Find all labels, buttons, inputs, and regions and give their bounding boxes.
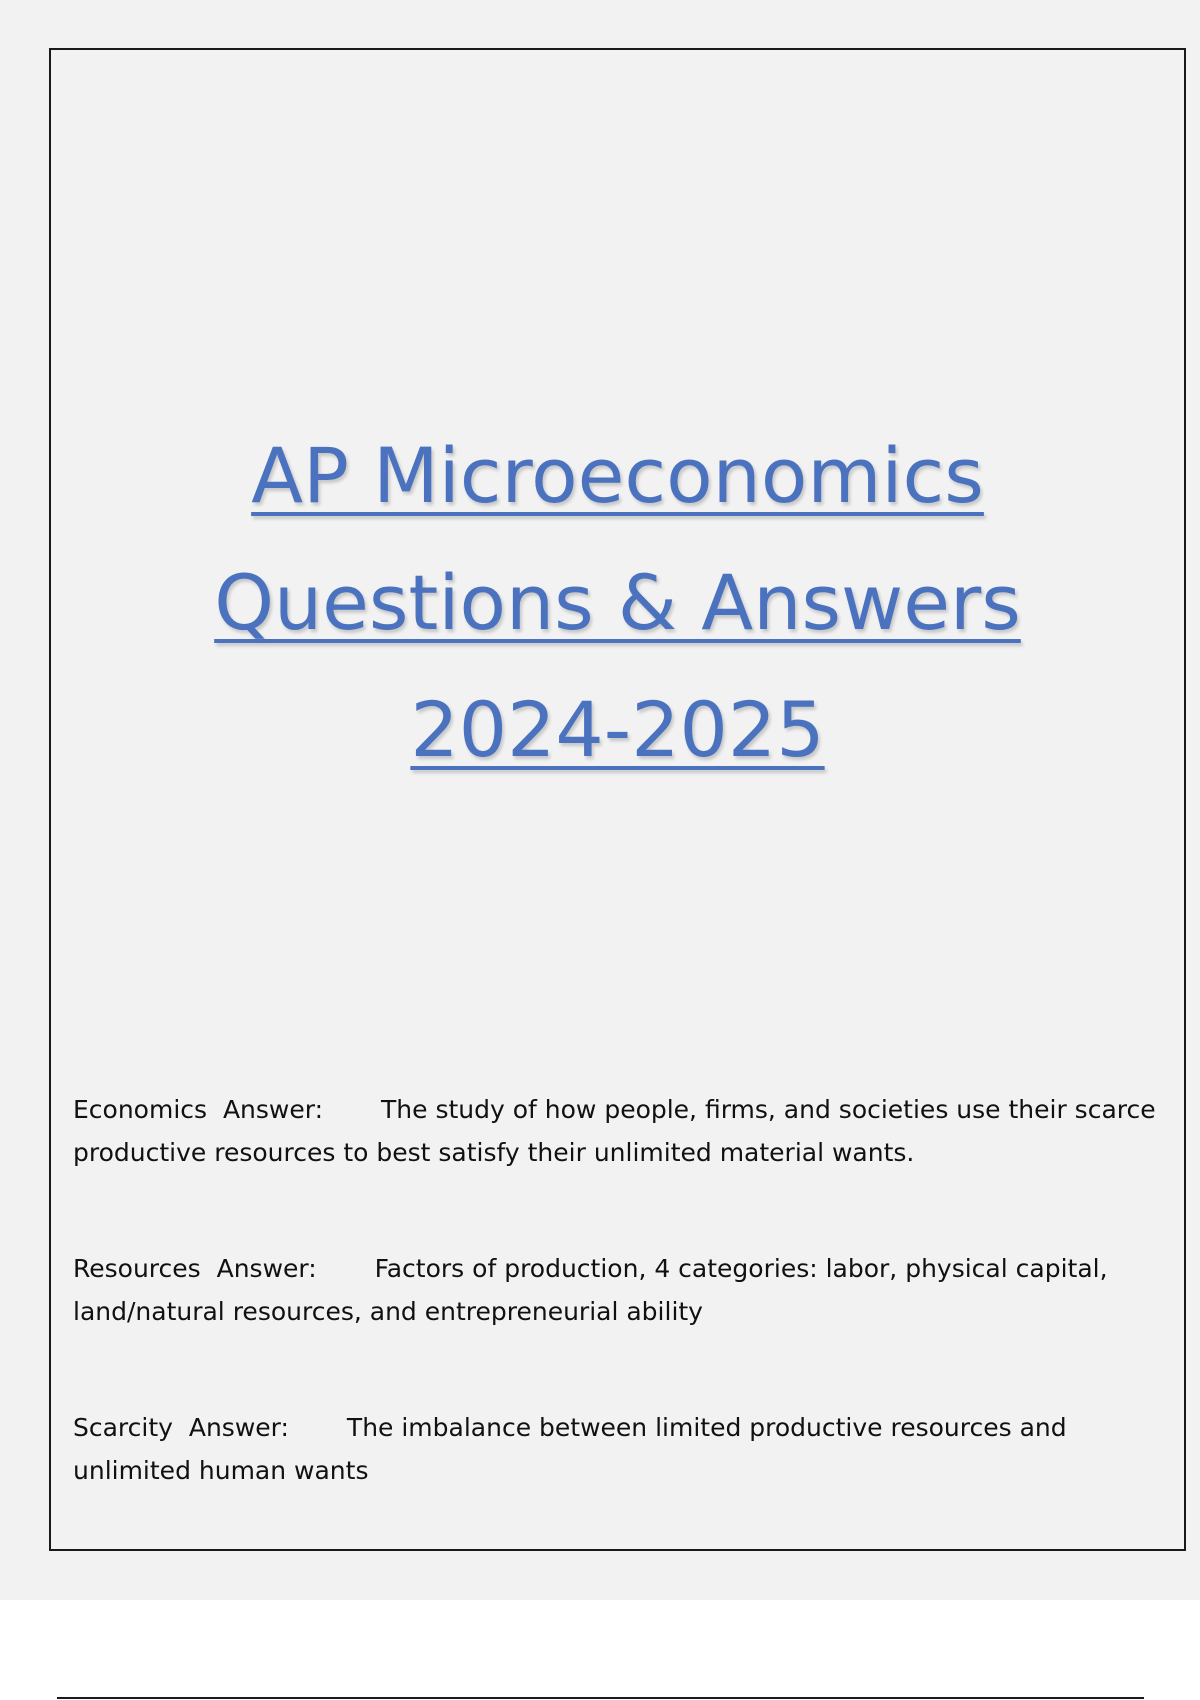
qa-item-scarcity [73,1406,1162,1492]
qa-list [73,1088,1162,1565]
qa-term: Resources [73,1254,201,1283]
qa-item-resources [73,1247,1162,1333]
qa-answer-label: Answer: [188,1413,289,1442]
title-line-3: 2024-2025 [410,685,825,774]
qa-answer-label: Answer: [222,1095,324,1124]
document-title [51,412,1184,793]
qa-term: Scarcity [73,1413,173,1442]
qa-item-economics [73,1088,1162,1174]
cover-border-box [49,48,1186,1551]
title-line-1: AP Microeconomics [251,431,984,520]
qa-answer-text: The study of how people, firms, and societies use their scarce productive resources to best satisfy their unlimited material wants. [73,1095,1156,1167]
footer-divider [57,1697,1144,1699]
qa-term: Economics [73,1095,208,1124]
title-line-2: Questions & Answers [214,558,1021,647]
qa-answer-text: The imbalance between limited productive resources and unlimited human wants [73,1413,1067,1485]
qa-answer-label: Answer: [216,1254,317,1283]
qa-answer-text: Factors of production, 4 categories: labor, physical capital, land/natural resources, and entrepreneurial ability [73,1254,1108,1326]
